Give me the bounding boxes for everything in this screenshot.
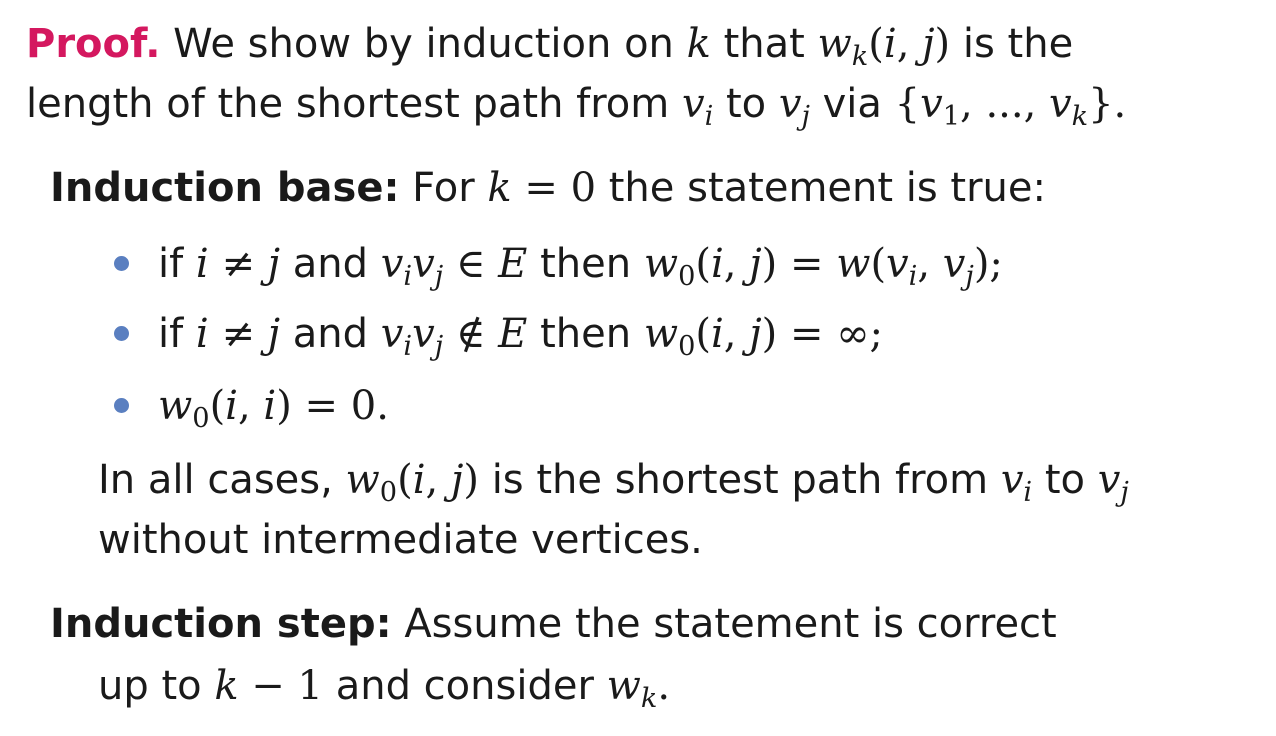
- proof-line-2: [26, 78, 1127, 133]
- base-conclusion-2: [98, 514, 703, 566]
- proof-text: We show by induction on: [173, 21, 674, 67]
- proof-text: is the: [962, 21, 1074, 67]
- math-vi: $v_i$: [1000, 457, 1033, 509]
- item-text: and: [292, 311, 369, 357]
- bullet-icon: [114, 398, 129, 413]
- math-k: k: [686, 21, 711, 67]
- proof-label: Proof.: [26, 21, 161, 67]
- proof-line-1: [26, 18, 1074, 73]
- proof-text: via: [822, 81, 882, 127]
- math-i-neq-j: i ≠ j: [195, 241, 281, 287]
- math-vi: $v_i$: [681, 81, 714, 133]
- item-text: if: [158, 311, 184, 357]
- induction-step-line-2: [98, 660, 671, 715]
- induction-step-line: [50, 598, 1057, 650]
- base-item-1: [158, 238, 1003, 293]
- bullet-icon: [114, 326, 129, 341]
- proof-text: to: [725, 81, 767, 127]
- math-vertex-set: {$v_1$, ..., $v_k$}.: [894, 81, 1127, 133]
- conclusion-text: to: [1044, 457, 1085, 503]
- math-w0-ii-eq-0: $w_0(i$, i) = 0.: [158, 383, 389, 435]
- math-vj: $v_j$: [778, 81, 810, 133]
- bullet-icon: [114, 256, 129, 271]
- math-k-eq-0: k = 0: [487, 165, 597, 211]
- item-text: and: [292, 241, 369, 287]
- math-vj: $v_j$: [1097, 457, 1129, 509]
- conclusion-text: In all cases,: [98, 457, 333, 503]
- item-text: then: [540, 241, 632, 287]
- proof-text: length of the shortest path from: [26, 81, 670, 127]
- proof-text: that: [723, 21, 805, 67]
- base-item-3: [158, 380, 389, 435]
- math-w0-ij: $w_0(i$, j): [345, 457, 479, 509]
- base-text: the statement is true:: [608, 165, 1046, 211]
- induction-base-label: Induction base:: [50, 165, 400, 211]
- math-i-neq-j: i ≠ j: [195, 311, 281, 357]
- step-text: and consider: [335, 663, 594, 709]
- math-k-minus-1: k − 1: [214, 663, 323, 709]
- item-text: then: [540, 311, 632, 357]
- conclusion-text: is the shortest path from: [491, 457, 989, 503]
- math-wk-ij: $w_k(i$, j): [817, 21, 951, 73]
- conclusion-text: without intermediate vertices.: [98, 517, 703, 563]
- step-text: up to: [98, 663, 202, 709]
- base-text: For: [412, 165, 475, 211]
- math-edge-in-E: $v_iv_j$ ∈ E: [380, 241, 528, 293]
- math-w0-eq-w: $w_0(i$, $j) = w(v_i$, $v_j$);: [643, 241, 1003, 293]
- base-item-2: [158, 308, 883, 363]
- base-conclusion-1: [98, 454, 1129, 509]
- step-text: Assume the statement is correct: [404, 601, 1057, 647]
- induction-base-line: [50, 162, 1046, 214]
- math-w0-eq-inf: $w_0(i$, j) = ∞;: [643, 311, 883, 363]
- math-wk: $w_k$.: [606, 663, 671, 715]
- induction-step-label: Induction step:: [50, 601, 392, 647]
- math-edge-notin-E: $v_iv_j$ ∉ E: [380, 311, 528, 363]
- item-text: if: [158, 241, 184, 287]
